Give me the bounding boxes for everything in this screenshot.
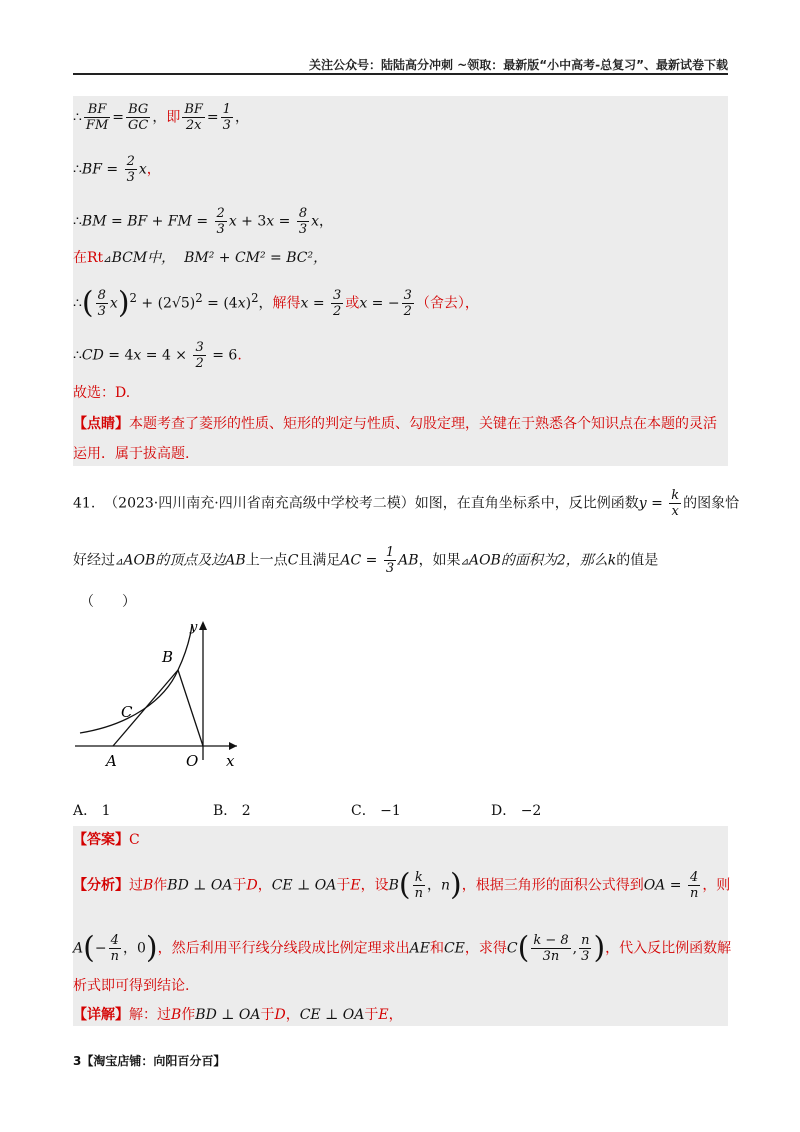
- pythagoras-line: 在Rt⊿BCM中， BM² + CM² = BC²，: [73, 250, 328, 266]
- solution-continuation: [73, 96, 728, 466]
- label-b: B: [162, 648, 174, 666]
- choice-a[interactable]: A． 1: [73, 803, 111, 819]
- analysis-line-1: 【分析】过B作BD ⊥ OA于D，CE ⊥ OA于E，设B( $\frac{k}{n}$ ，n)，根据三角形的面积公式得到OA = $\frac{4}{n}$ ，则: [73, 867, 731, 903]
- answer-tag-line: 【答案】C: [73, 832, 140, 848]
- question-line-2: 好经过⊿AOB的顶点及边AB上一点C且满足AC = $\frac{1}{3}$ AB，如果⊿AOB的面积为2，那么k的值是: [73, 545, 659, 576]
- cd-line: ∴CD = 4x = 4 × $\frac{3}{2}$ = 6.: [73, 340, 242, 371]
- page-header: 关注公众号：陆陆高分冲刺 ~领取：最新版“小中高考-总复习”、最新试卷下载: [309, 58, 728, 72]
- question-paren: （ ）: [80, 594, 136, 610]
- label-o: O: [186, 752, 199, 770]
- choice-d[interactable]: D． −2: [491, 803, 542, 819]
- x-axis-arrow: [229, 742, 237, 750]
- page-footer: 3【淘宝店铺：向阳百分百】: [73, 1054, 226, 1068]
- ratio-line: ∴ $\frac{BF}{FM}$ = $\frac{BG}{GC}$ ，即 $\frac{BF}{2x}$ = $\frac{1}{3}$ ，: [73, 102, 249, 133]
- question-line-1: 41. （2023·四川南充·四川省南充高级中学校考二模）如图，在直角坐标系中，反比例函数y = $\frac{k}{x}$ 的图象恰: [73, 488, 740, 519]
- header-rule: [73, 73, 728, 75]
- solution-block: [73, 826, 732, 1026]
- question-figure: [70, 615, 250, 775]
- side-bo: [178, 670, 203, 746]
- comment-line-2: 运用．属于拔高题.: [73, 446, 190, 462]
- equation-line: ∴( $\frac{8}{3}$ $x)^2 + (2√5)^2 = (4x)^2$，解得x = $\frac{3}{2}$ 或x = − $\frac{3}{2}$ （舍去），: [73, 285, 479, 321]
- y-axis-arrow: [199, 621, 207, 630]
- answer-line: 故选：D.: [73, 385, 131, 401]
- label-c: C: [121, 703, 133, 721]
- label-a: A: [106, 752, 117, 770]
- choice-c[interactable]: C． −1: [351, 803, 401, 819]
- comment-line-1: 【点睛】本题考查了菱形的性质、矩形的判定与性质、勾股定理，关键在于熟悉各个知识点在本题的灵活: [73, 416, 717, 432]
- label-x: x: [226, 752, 235, 770]
- hyperbola-curve: [80, 625, 192, 733]
- label-y: y: [190, 620, 198, 635]
- analysis-line-3: 析式即可得到结论.: [73, 978, 190, 994]
- detail-line: 【详解】解：过B作BD ⊥ OA于D，CE ⊥ OA于E，: [73, 1007, 403, 1023]
- choice-b[interactable]: B． 2: [213, 803, 251, 819]
- bf-line: ∴BF = $\frac{2}{3}$ x，: [73, 154, 161, 185]
- bm-line: ∴BM = BF + FM = $\frac{2}{3}$ x + 3x = $\frac{8}{3}$ x，: [73, 206, 334, 237]
- analysis-line-2: A(− $\frac{4}{n}$ ，0)，然后利用平行线分线段成比例定理求出AE和CE，求得C( $\frac{k - 8}{3n}$ , $\frac{n}{3}$ )，代入反比例函数解: [73, 930, 732, 966]
